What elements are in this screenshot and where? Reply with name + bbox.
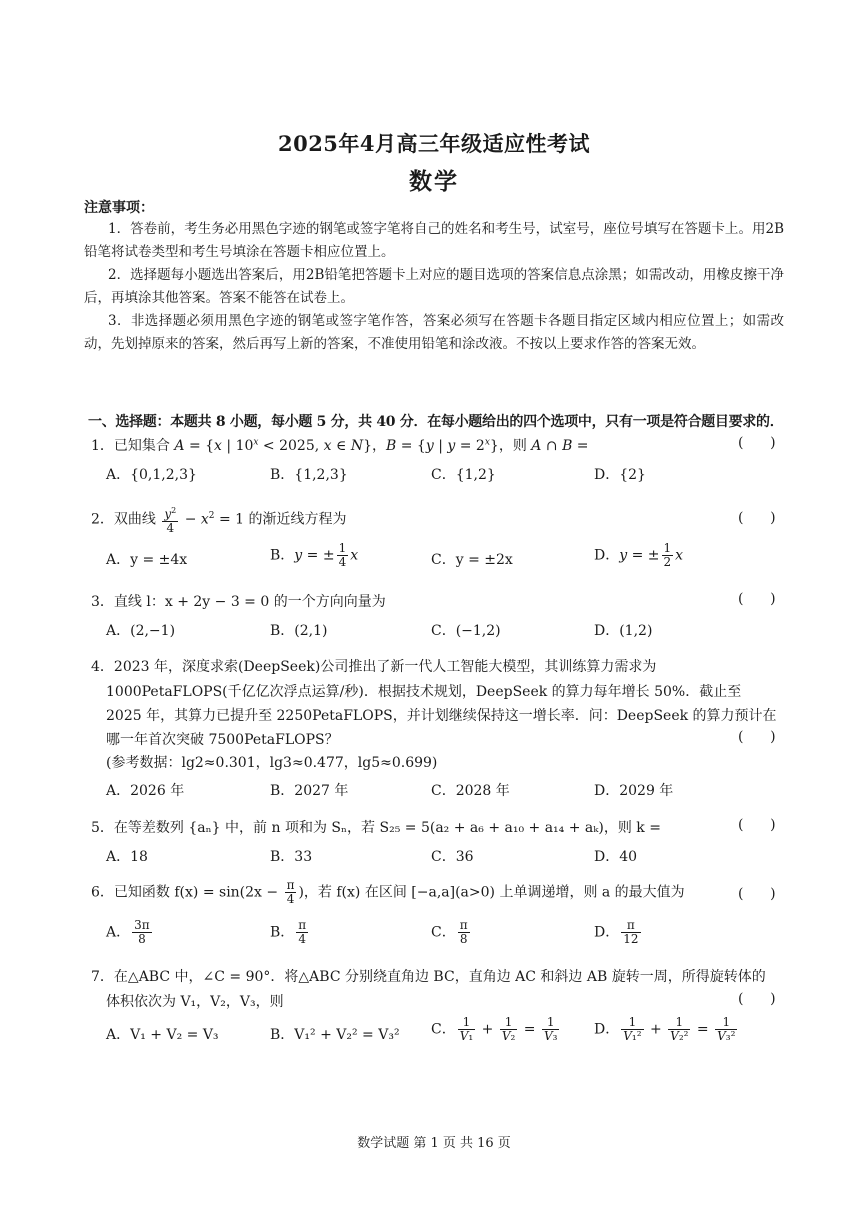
question-7-line-2: 体积依次为 V₁，V₂，V₃，则 [106, 994, 284, 1010]
answer-blank-2: ( ) [738, 510, 776, 526]
q6-option-d: D． $\frac{\pi}{12}$ [594, 918, 639, 946]
q1-option-a: A．{0,1,2,3} [106, 467, 197, 483]
q2-option-c: C．y = ±2x [431, 552, 513, 568]
section-heading: 一、选择题：本题共 8 小题，每小题 5 分，共 40 分．在每小题给出的四个选项中，只有一项是符合题目要求的． [88, 414, 784, 430]
q6-option-b: B． $\frac{\pi}{4}$ [270, 918, 307, 946]
q1-option-b: B．{1,2,3} [270, 467, 348, 483]
question-2: 2．双曲线 $\frac{y^2}{4}$ − $x^2 = 1$ 的渐近线方程为 [91, 506, 347, 535]
question-4-line-4: 哪一年首次突破 7500PetaFLOPS？ [106, 732, 339, 748]
q4-option-d: D．2029 年 [594, 783, 674, 799]
q4-option-a: A．2026 年 [106, 783, 185, 799]
question-7-line-1: 7．在△ABC 中，∠C = 90°．将△ABC 分别绕直角边 BC，直角边 AC 和斜边 AB 旋转一周，所得旋转体的 [91, 969, 766, 985]
note-item-1: 1．答卷前，考生务必用黑色字迹的钢笔或签字笔将自己的姓名和考生号，试室号，座位号填写在答题卡上。用2B铅笔将试卷类型和考生号填涂在答题卡相应位置上。 [84, 221, 784, 260]
q4-option-b: B．2027 年 [270, 783, 349, 799]
note-item-2: 2．选择题每小题选出答案后，用2B铅笔把答题卡上对应的题目选项的答案信息点涂黑；如需改动，用橡皮擦干净后，再填涂其他答案。答案不能答在试卷上。 [84, 267, 784, 306]
question-4-line-1: 4．2023 年，深度求索(DeepSeek)公司推出了新一代人工智能大模型，其训练算力需求为 [91, 659, 657, 675]
q5-option-c: C．36 [431, 849, 474, 865]
page-footer: 数学试题 第 1 页 共 16 页 [357, 1136, 511, 1151]
q6-option-a: A． $\frac{3\pi}{8}$ [106, 918, 150, 946]
q2-option-d: D．y = ± $\frac{1}{2}$ x [594, 541, 684, 569]
q2-option-b: B．y = ± $\frac{1}{4}$ x [270, 541, 359, 569]
q1-option-c: C．{1,2} [431, 467, 496, 483]
answer-blank-7: ( ) [738, 991, 776, 1007]
question-6: 6．已知函数 f(x) = sin(2x − $\frac{\pi}{4}$ )，若 f(x) 在区间 [−a,a](a>0) 上单调递增，则 a 的最大值为 [91, 878, 685, 906]
q7-option-d: D． $\frac{1}{\text{V₁²}}$ + $\frac{1}{\text{V₂²}}$ = $\frac{1}{\text{V₃²}}$ [594, 1015, 736, 1043]
q5-option-b: B．33 [270, 849, 313, 865]
q3-option-c: C．(−1,2) [431, 623, 501, 639]
q7-option-c: C． $\frac{1}{\text{V₁}}$ + $\frac{1}{\text{V₂}}$ = $\frac{1}{\text{V₃}}$ [431, 1015, 558, 1043]
q5-option-d: D．40 [594, 849, 638, 865]
question-3: 3．直线 l：x + 2y − 3 = 0 的一个方向向量为 [91, 594, 386, 610]
notes-heading: 注意事项： [84, 200, 154, 216]
answer-blank-6: ( ) [738, 886, 776, 902]
q1-option-d: D．{2} [594, 467, 646, 483]
question-1: 1．已知集合 A = {x | $10^x < 2025$, x ∈ N}，B = {y | $y = 2^x$}，则 A ∩ B = [91, 437, 589, 454]
question-5: 5．在等差数列 {aₙ} 中，前 n 项和为 Sₙ，若 S₂₅ = 5(a₂ + a₆ + a₁₀ + a₁₄ + aₖ)，则 k = [91, 820, 661, 836]
subject-title: 数学 [409, 168, 459, 195]
q5-option-a: A．18 [106, 849, 148, 865]
q6-option-c: C． $\frac{\pi}{8}$ [431, 918, 468, 946]
answer-blank-1: ( ) [738, 435, 776, 451]
q3-option-d: D．(1,2) [594, 623, 653, 639]
note-item-3: 3．非选择题必须用黑色字迹的钢笔或签字笔作答，答案必须写在答题卡各题目指定区域内相应位置上；如需改动，先划掉原来的答案，然后再写上新的答案，不准使用铅笔和涂改液。不按以上要求作答的答案无效。 [84, 313, 784, 352]
q4-option-c: C．2028 年 [431, 783, 510, 799]
q2-option-a: A．y = ±4x [106, 552, 188, 568]
q7-option-b: B．V₁² + V₂² = V₃² [270, 1027, 400, 1043]
answer-blank-4: ( ) [738, 729, 776, 745]
question-4-reference: (参考数据：lg2≈0.301，lg3≈0.477，lg5≈0.699) [106, 755, 438, 771]
answer-blank-5: ( ) [738, 817, 776, 833]
exam-title: 2025年4月高三年级适应性考试 [277, 131, 591, 156]
question-4-line-2: 1000PetaFLOPS(千亿亿次浮点运算/秒)．根据技术规划，DeepSeek 的算力每年增长 50%．截止至 [106, 684, 742, 700]
question-4-line-3: 2025 年，其算力已提升至 2250PetaFLOPS，并计划继续保持这一增长率．问：DeepSeek 的算力预计在 [106, 708, 777, 724]
q3-option-a: A．(2,−1) [106, 623, 176, 639]
q3-option-b: B．(2,1) [270, 623, 328, 639]
answer-blank-3: ( ) [738, 591, 776, 607]
q7-option-a: A．V₁ + V₂ = V₃ [106, 1027, 219, 1043]
